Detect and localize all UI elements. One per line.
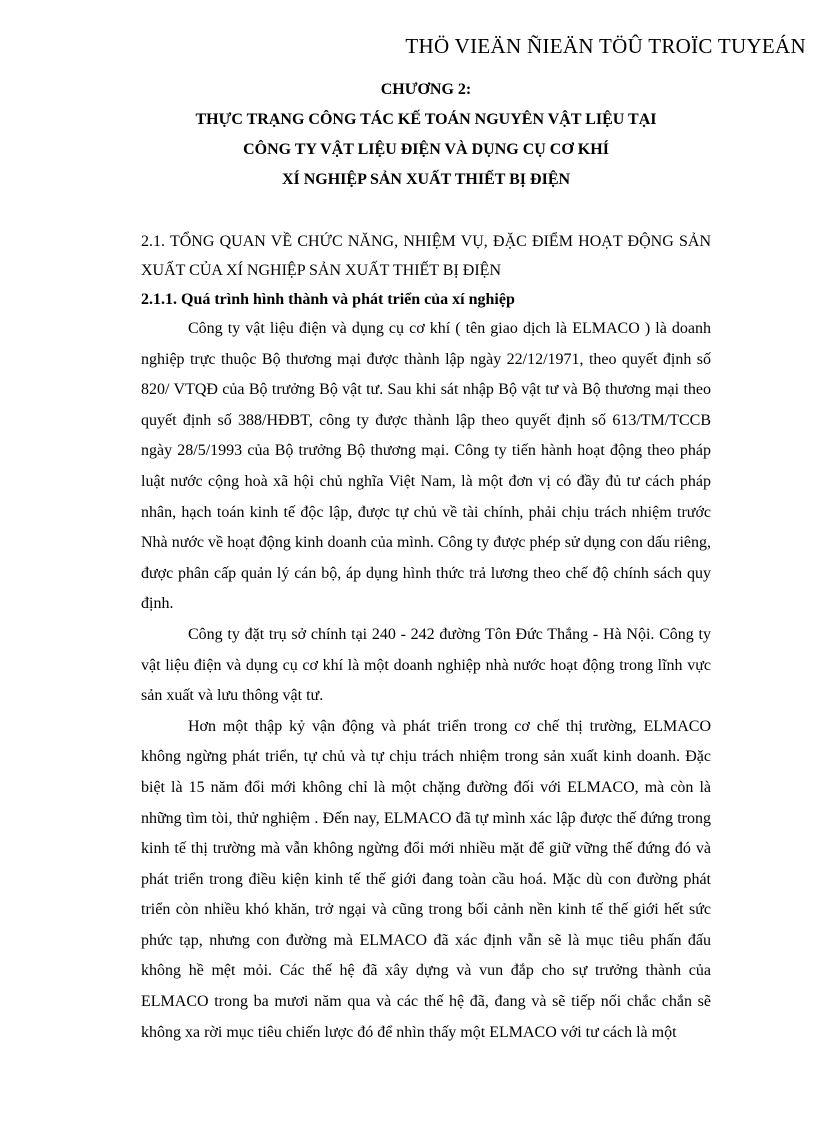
- document-body: [141, 75, 711, 1048]
- paragraph-2: Công ty đặt trụ sở chính tại 240 - 242 đường Tôn Đức Thắng - Hà Nội. Công ty vật liệu điện và dụng cụ cơ khí là một doanh nghiệp nhà nước hoạt động trong lĩnh vực sản xuất và lưu thông vật tư.: [141, 625, 711, 705]
- paragraph-1: Công ty vật liệu điện và dụng cụ cơ khí ( tên giao dịch là ELMACO ) là doanh nghiệp trực thuộc Bộ thương mại được thành lập ngày 22/12/1971, theo quyết định số 820/ VTQĐ của Bộ trưởng Bộ vật tư. Sau khi sát nhập Bộ vật tư và Bộ thương mại theo quyết định số 388/HĐBT, công ty được thành lập theo quyết định số 613/TM/TCCB ngày 28/5/1993 của Bộ trưởng Bộ thương mại. Công ty tiến hành hoạt động theo pháp luật nước cộng hoà xã hội chủ nghĩa Việt Nam, là một đơn vị có đầy đủ tư cách pháp nhân, hạch toán kinh tế độc lập, được tự chủ về tài chính, phải chịu trách nhiệm trước Nhà nước về hoạt động kinh doanh của mình. Công ty được phép sử dụng con dấu riêng, được phân cấp quản lý cán bộ, áp dụng hình thức trả lương theo chế độ chính sách quy định.: [141, 320, 711, 613]
- chapter-title-line-2: CÔNG TY VẬT LIỆU ĐIỆN VÀ DỤNG CỤ CƠ KHÍ: [243, 141, 609, 158]
- chapter-title-line-3: XÍ NGHIỆP SẢN XUẤT THIẾT BỊ ĐIỆN: [281, 171, 571, 188]
- chapter-heading: [141, 75, 711, 195]
- watermark-header: THÖ VIEÄN ÑIEÄN TÖÛ TROÏC TUYEÁN: [405, 34, 806, 58]
- section-heading: 2.1. TỔNG QUAN VỀ CHỨC NĂNG, NHIỆM VỤ, ĐẶC ĐIỂM HOẠT ĐỘNG SẢN XUẤT CỦA XÍ NGHIỆP SẢN XUẤT THIẾT BỊ ĐIỆN: [141, 233, 711, 279]
- chapter-title-line-1: THỰC TRẠNG CÔNG TÁC KẾ TOÁN NGUYÊN VẬT LIỆU TẠI: [195, 111, 657, 128]
- paragraph-3: Hơn một thập kỷ vận động và phát triển trong cơ chế thị trường, ELMACO không ngừng phát triển, tự chủ và tự chịu trách nhiệm trong sản xuất kinh doanh. Đặc biệt là 15 năm đổi mới không chỉ là một chặng đường đối với ELMACO, mà còn là những tìm tòi, thử nghiệm . Đến nay, ELMACO đã tự mình xác lập được thế đứng trong kinh tế thị trường mà vẫn không ngừng đổi mới nhiều mặt để giữ vững thế đứng đó và phát triển trong điều kiện kinh tế thế giới đang toàn cầu hoá. Mặc dù con đường phát triển còn nhiều khó khăn, trở ngại và cũng trong bối cảnh nền kinh tế thế giới hết sức phức tạp, nhưng con đường mà ELMACO đã xác định vẫn sẽ là mục tiêu phấn đấu không hề mệt mỏi. Các thế hệ đã xây dựng và vun đắp cho sự trưởng thành của ELMACO trong ba mươi năm qua và các thế hệ đã, đang và sẽ tiếp nối chắc chắn sẽ không xa rời mục tiêu chiến lược đó để nhìn thấy một ELMACO với tư cách là một: [141, 717, 711, 1041]
- chapter-number: CHƯƠNG 2:: [380, 81, 472, 98]
- subsection-heading: 2.1.1. Quá trình hình thành và phát triển của xí nghiệp: [141, 291, 515, 308]
